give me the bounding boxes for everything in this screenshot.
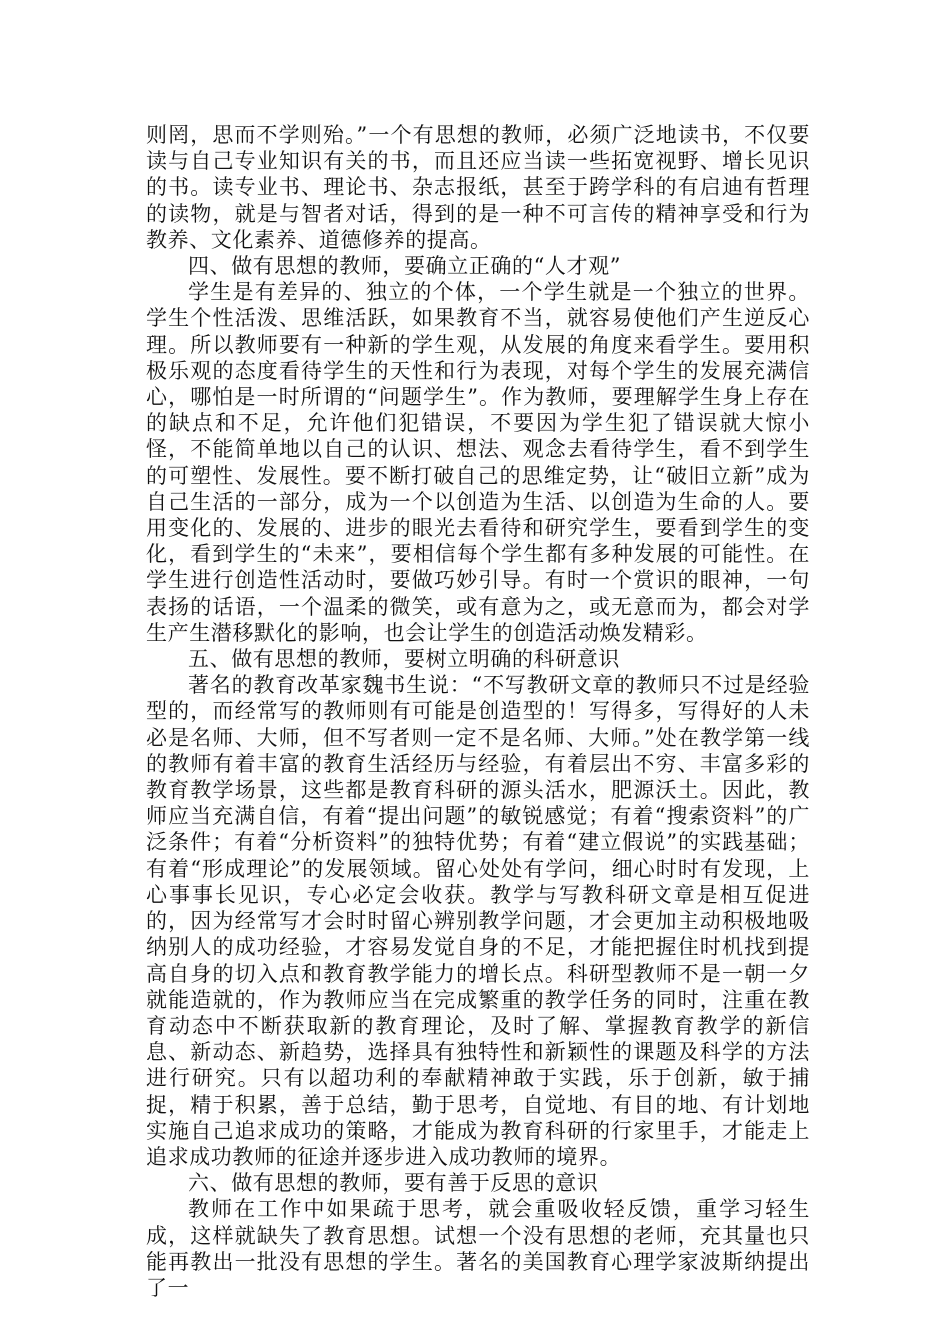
document-page [146,122,810,1301]
paragraph-student-view: 学生是有差异的、独立的个体，一个学生就是一个独立的世界。学生个性活泼、思维活跃，如果教育不当，就容易使他们产生逆反心理。所以教师要有一种新的学生观，从发展的角度来看学生。要用积极乐观的态度看待学生的天性和行为表现，对每个学生的发展充满信心，哪怕是一时所谓的“问题学生”。作为教师，要理解学生身上存在的缺点和不足，允许他们犯错误，不要因为学生犯了错误就大惊小怪，不能简单地以自己的认识、想法、观念去看待学生，看不到学生的可塑性、发展性。要不断打破自己的思维定势，让“破旧立新”成为自己生活的一部分，成为一个以创造为生活、以创造为生命的人。要用变化的、发展的、进步的眼光去看待和研究学生，要看到学生的变化，看到学生的“未来”，要相信每个学生都有多种发展的可能性。在学生进行创造性活动时，要做巧妙引导。有时一个赏识的眼神，一句表扬的话语，一个温柔的微笑，或有意为之，或无意而为，都会对学生产生潜移默化的影响，也会让学生的创造活动焕发精彩。 [146,280,810,645]
section-heading-reflection: 六、做有思想的教师，要有善于反思的意识 [188,1171,599,1196]
paragraph-reading: 则罔，思而不学则殆。”一个有思想的教师，必须广泛地读书，不仅要读与自己专业知识有关的书，而且还应当读一些拓宽视野、增长见识的书。读专业书、理论书、杂志报纸，甚至于跨学科的有启迪有哲理的读物，就是与智者对话，得到的是一种不可言传的精神享受和行为教养、文化素养、道德修养的提高。 [146,123,810,252]
paragraph-reflection: 教师在工作中如果疏于思考，就会重吸收轻反馈，重学习轻生成，这样就缺失了教育思想。试想一个没有思想的老师，充其量也只能再教出一批没有思想的学生。著名的美国教育心理学家波斯纳提出了一 [146,1197,810,1300]
section-heading-talent-view: 四、做有思想的教师，要确立正确的“人才观” [188,254,622,279]
paragraph-research: 著名的教育改革家魏书生说：“不写教研文章的教师只不过是经验型的，而经常写的教师则有可能是创造型的！写得多，写得好的人未必是名师、大师，但不写者则一定不是名师、大师。”处在教学第一线的教师有着丰富的教育生活经历与经验，有着层出不穷、丰富多彩的教育教学场景，这些都是教育科研的源头活水，肥源沃土。因此，教师应当充满自信，有着“提出问题”的敏锐感觉；有着“搜索资料”的广泛条件；有着“分析资料”的独特优势；有着“建立假说”的实践基础；有着“形成理论”的发展领域。留心处处有学问，细心时时有发现，上心事事长见识，专心必定会收获。教学与写教科研文章是相互促进的，因为经常写才会时时留心辨别教学问题，才会更加主动积极地吸纳别人的成功经验，才容易发觉自身的不足，才能把握住时机找到提高自身的切入点和教育教学能力的增长点。科研型教师不是一朝一夕就能造就的，作为教师应当在完成繁重的教学任务的同时，注重在教育动态中不断获取新的教育理论，及时了解、掌握教育教学的新信息、新动态、新趋势，选择具有独特性和新颖性的课题及科学的方法进行研究。只有以超功利的奉献精神敢于实践，乐于创新，敏于捕捉，精于积累，善于总结，勤于思考，自觉地、有目的地、有计划地实施自己追求成功的策略，才能成为教育科研的行家里手，才能走上追求成功教师的征途并逐步进入成功教师的境界。 [146,673,810,1169]
section-heading-research: 五、做有思想的教师，要树立明确的科研意识 [188,647,620,672]
